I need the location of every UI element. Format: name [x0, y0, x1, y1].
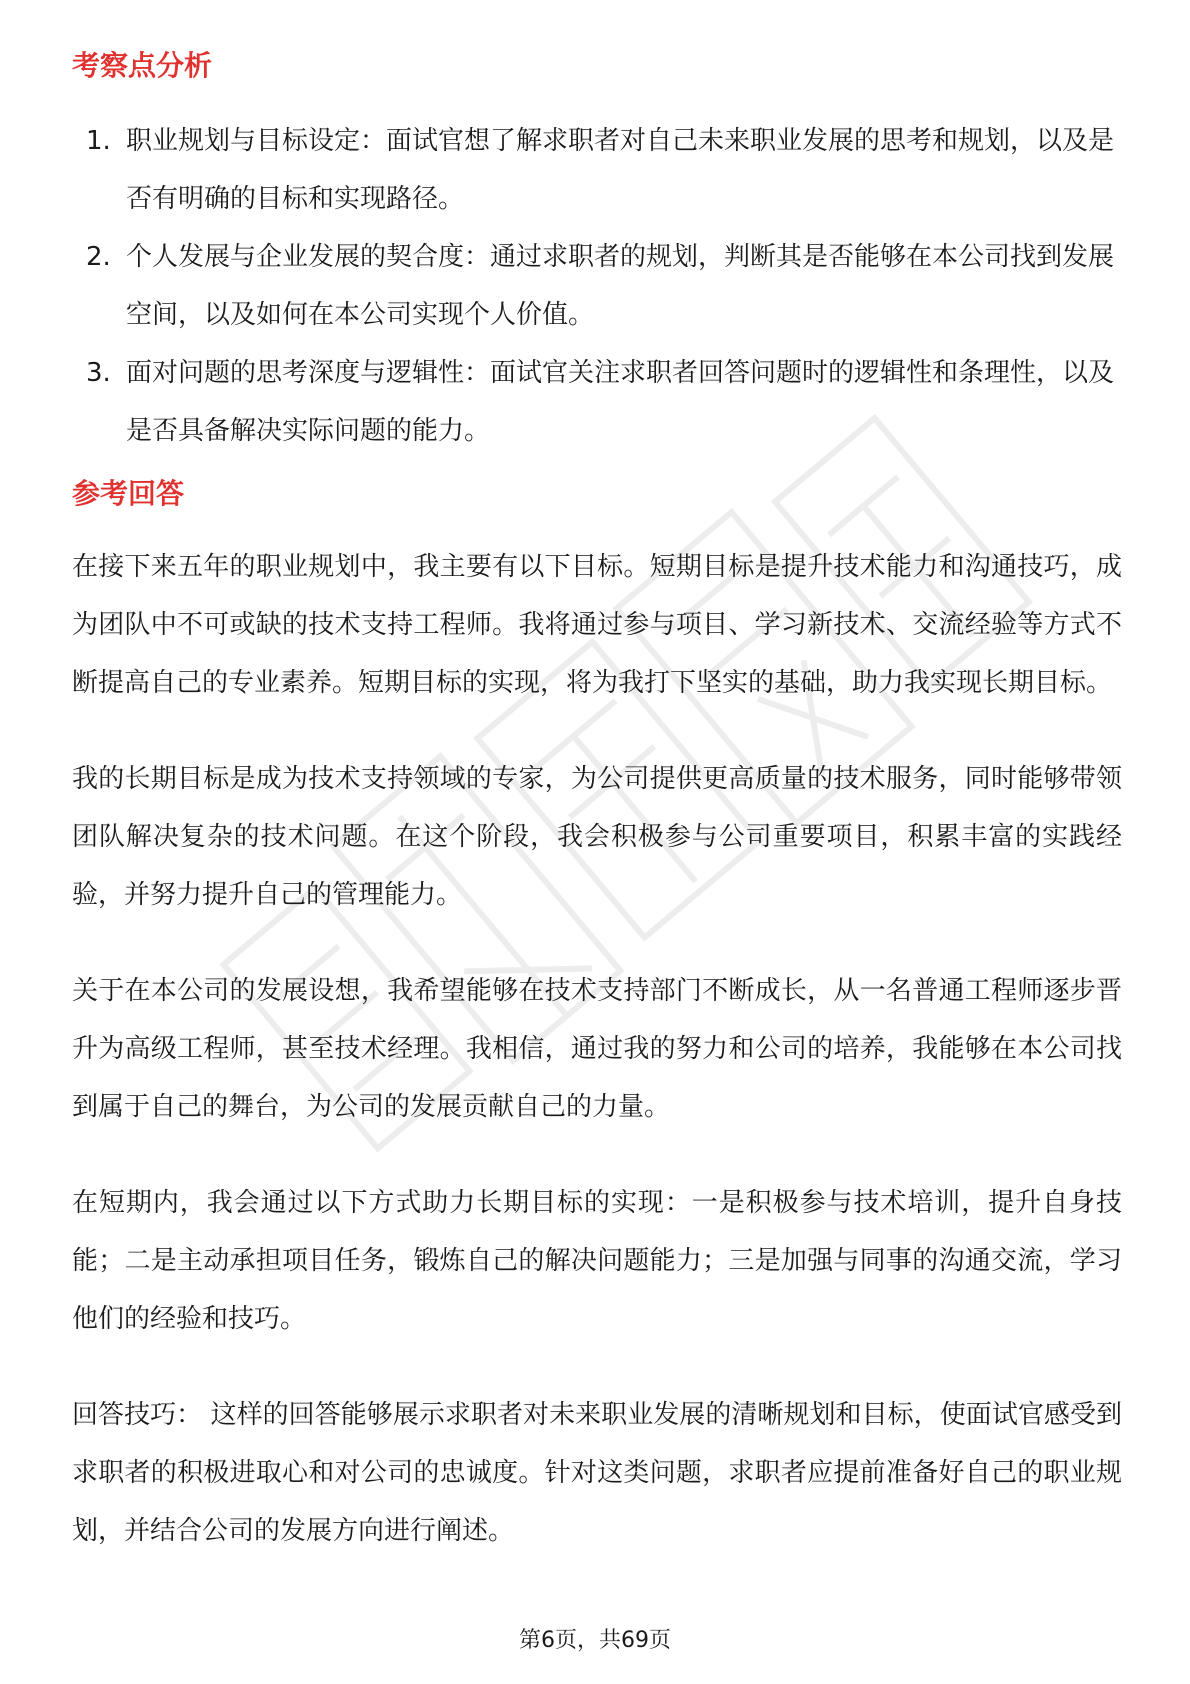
list-item [72, 112, 1122, 228]
answer-tips-paragraph: 回答技巧： 这样的回答能够展示求职者对未来职业发展的清晰规划和目标，使面试官感受到求职者的积极进取心和对公司的忠诚度。针对这类问题，求职者应提前准备好自己的职业规划，并结合公司的发展方向进行阐述。 [72, 1400, 1122, 1546]
analysis-list [72, 112, 1122, 460]
list-item-number: 3. [86, 358, 111, 388]
answer-heading: 参考回答 [72, 477, 185, 510]
list-item-number: 2. [86, 242, 111, 272]
list-item-text: 个人发展与企业发展的契合度：通过求职者的规划，判断其是否能够在本公司找到发展空间，以及如何在本公司实现个人价值。 [126, 242, 1115, 330]
list-item-text: 面对问题的思考深度与逻辑性：面试官关注求职者回答问题时的逻辑性和条理性，以及是否具备解决实际问题的能力。 [126, 358, 1115, 446]
list-item-number: 1. [86, 126, 111, 156]
answer-paragraph-4: 在短期内，我会通过以下方式助力长期目标的实现：一是积极参与技术培训，提升自身技能；二是主动承担项目任务，锻炼自己的解决问题能力；三是加强与同事的沟通交流，学习他们的经验和技巧。 [72, 1188, 1122, 1334]
answer-paragraph-3: 关于在本公司的发展设想，我希望能够在技术支持部门不断成长，从一名普通工程师逐步晋升为高级工程师，甚至技术经理。我相信，通过我的努力和公司的培养，我能够在本公司找到属于自己的舞台，为公司的发展贡献自己的力量。 [72, 976, 1122, 1122]
page-number: 第6页，共69页 [519, 1628, 671, 1653]
answer-paragraph-1: 在接下来五年的职业规划中，我主要有以下目标。短期目标是提升技术能力和沟通技巧，成为团队中不可或缺的技术支持工程师。我将通过参与项目、学习新技术、交流经验等方式不断提高自己的专业素养。短期目标的实现，将为我打下坚实的基础，助力我实现长期目标。 [72, 552, 1122, 698]
list-item [72, 344, 1122, 460]
analysis-heading: 考察点分析 [72, 49, 213, 82]
list-item [72, 228, 1122, 344]
document-page [72, 40, 1122, 1598]
answer-paragraph-2: 我的长期目标是成为技术支持领域的专家，为公司提供更高质量的技术服务，同时能够带领团队解决复杂的技术问题。在这个阶段，我会积极参与公司重要项目，积累丰富的实践经验，并努力提升自己的管理能力。 [72, 764, 1122, 910]
list-item-text: 职业规划与目标设定：面试官想了解求职者对自己未来职业发展的思考和规划，以及是否有明确的目标和实现路径。 [126, 126, 1115, 214]
